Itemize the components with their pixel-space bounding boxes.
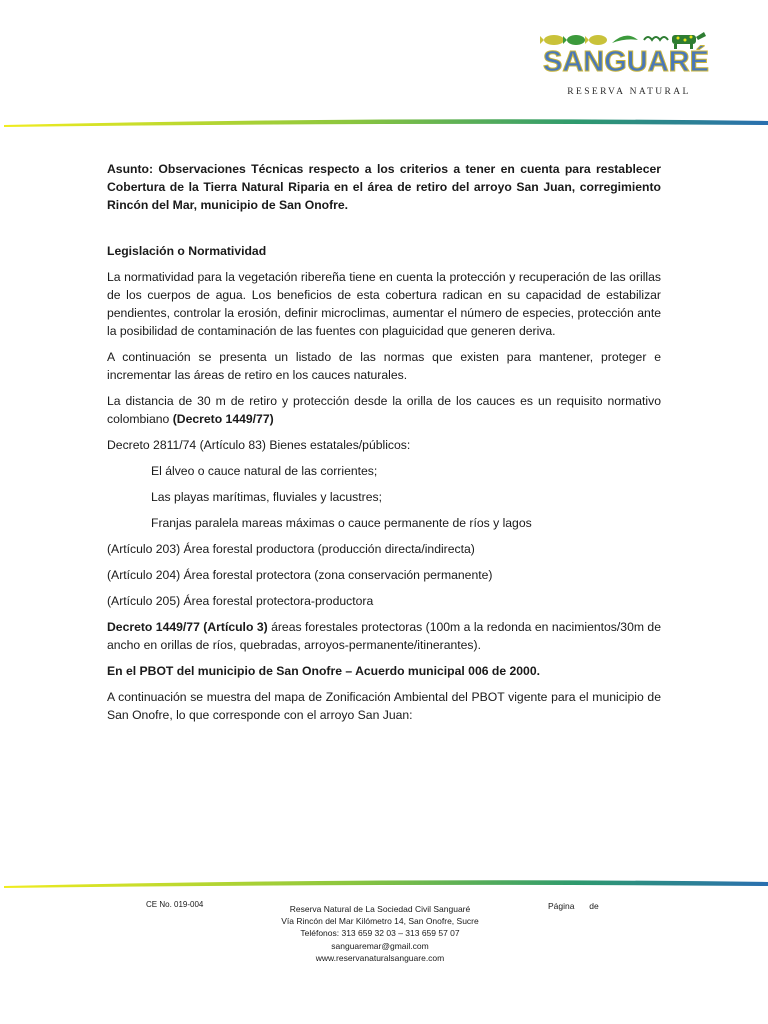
footer-contact (240, 903, 520, 964)
logo-subtitle: RESERVA NATURAL (567, 87, 691, 97)
subject-paragraph (107, 160, 661, 214)
subject-label: Asunto: (107, 162, 154, 176)
pbot-heading: En el PBOT del municipio de San Onofre – Acuerdo municipal 006 de 2000. (107, 664, 540, 678)
paragraph-5 (107, 618, 661, 654)
paragraph-4: Decreto 2811/74 (Artículo 83) Bienes estatales/públicos: (107, 438, 411, 452)
document-body (107, 160, 661, 724)
paragraph-2: A continuación se presenta un listado de las normas que existen para mantener, proteger e incrementar las áreas de retiro en los cauces naturales. (107, 350, 661, 382)
paragraph-3-text: La distancia de 30 m de retiro y protección desde la orilla de los cauces es un requisito normativo colombiano (107, 394, 661, 426)
list-item: Franjas paralela mareas máximas o cauce permanente de ríos y lagos (151, 516, 532, 530)
footer-phones: Teléfonos: 313 659 32 03 – 313 659 57 07 (300, 928, 460, 939)
footer-website: www.reservanaturalsanguare.com (315, 952, 445, 963)
subject-text: Observaciones Técnicas respecto a los criterios a tener en cuenta para restablecer Cobertura de la Tierra Natural Riparia en el área de retiro del arroyo San Juan, corregimiento Rincón del Mar, municipio de San Onofre. (107, 162, 661, 212)
logo-wordmark: SANGUARÉ (543, 46, 709, 78)
page-number (548, 901, 599, 911)
of-label: de (589, 901, 599, 911)
section-title: Legislación o Normatividad (107, 244, 267, 258)
paragraph-6: A continuación se muestra del mapa de Zonificación Ambiental del PBOT vigente para el municipio de San Onofre, lo que corresponde con el arroyo San Juan: (107, 690, 661, 722)
footer-address: Vía Rincón del Mar Kilómetro 14, San Onofre, Sucre (281, 916, 479, 927)
footer-email: sanguaremar@gmail.com (331, 940, 429, 951)
paragraph-1: La normatividad para la vegetación ribereña tiene en cuenta la protección y recuperación de las orillas de los cuerpos de agua. Los beneficios de esta cobertura radican en su capacidad de estabilizar pendientes, controlar la erosión, definir microclimas, aumentar el número de especies, protección ante la posibilidad de contaminación de las fuentes con plaguicidad que generen deriva. (107, 270, 661, 338)
article-203: (Artículo 203) Área forestal productora (producción directa/indirecta) (107, 542, 475, 556)
article-205: (Artículo 205) Área forestal protectora-productora (107, 594, 374, 608)
list-item: Las playas marítimas, fluviales y lacustres; (151, 490, 382, 504)
page-label: Página (548, 901, 575, 911)
list-item: El álveo o cauce natural de las corrientes; (151, 464, 378, 478)
header-divider (4, 118, 768, 128)
document-number: CE No. 019-004 (146, 900, 204, 909)
footer-org: Reserva Natural de La Sociedad Civil Sanguaré (289, 904, 471, 914)
paragraph-3-decree: (Decreto 1449/77) (172, 412, 274, 426)
article-204: (Artículo 204) Área forestal protectora (zona conservación permanente) (107, 568, 493, 582)
sanguare-logo (540, 22, 712, 102)
paragraph-5-decree: Decreto 1449/77 (Artículo 3) (107, 620, 268, 634)
paragraph-3 (107, 392, 661, 428)
paragraph-5-text: áreas forestales protectoras (100m a la redonda en nacimientos/30m de ancho en orillas de ríos, quebradas, arroyos-permanente/itinerantes). (107, 620, 661, 652)
footer-divider (4, 879, 768, 889)
